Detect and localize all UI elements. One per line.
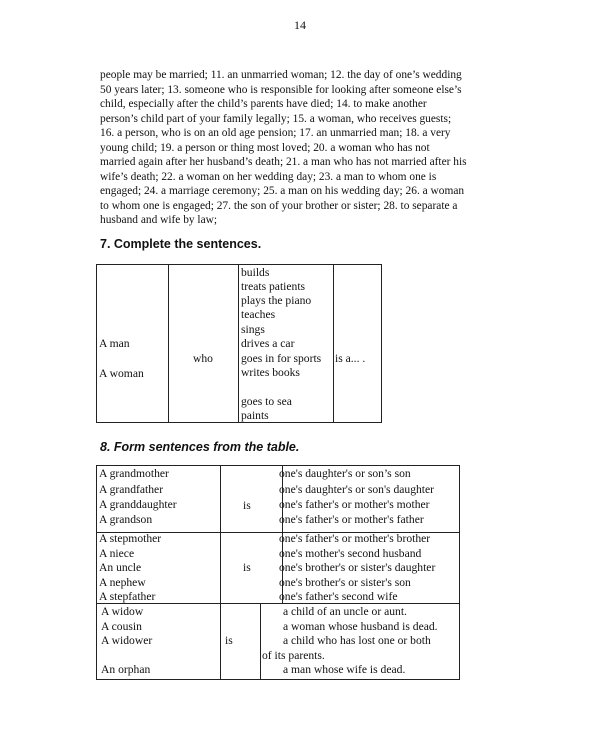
column-divider [220, 603, 221, 679]
column-divider [260, 603, 261, 679]
subject-cell: A niece [99, 547, 135, 560]
definition-cell: of its parents. [262, 649, 325, 662]
text-line: wife’s death; 22. a woman on her wedding day; 23. a man to whom one is [100, 170, 437, 183]
column-divider [168, 265, 169, 422]
definition-cell: one's daughter's or son’s son [279, 467, 411, 480]
exercise-7-table [96, 264, 382, 423]
exercise-6-definitions [100, 68, 500, 228]
definition-cell: one's brother's or sister's son [279, 576, 411, 589]
subject-cell: A stepfather [99, 590, 156, 603]
exercise-8-table [96, 465, 460, 680]
subject-cell: A nephew [99, 576, 146, 589]
definition-cell: one's father's second wife [279, 590, 398, 603]
verb-cell: goes in for sports [241, 352, 322, 365]
text-line: 50 years later; 13. someone who is responsible for looking after someone else’s [100, 83, 462, 96]
text-line: husband and wife by law; [100, 214, 218, 226]
definition-cell: a woman whose husband is dead. [283, 620, 438, 633]
definition-cell: a child of an uncle or aunt. [283, 605, 407, 618]
verb-cell: teaches [241, 308, 276, 321]
definition-cell: a man whose wife is dead. [283, 663, 406, 676]
subject-cell: A stepmother [99, 532, 162, 545]
verb-cell: is [225, 634, 233, 647]
connector-cell: who [193, 352, 213, 365]
subject-cell: A widow [101, 605, 144, 618]
column-divider [220, 466, 221, 603]
definition-cell: one's mother's second husband [279, 547, 422, 560]
definition-cell: one's father's or mother's father [279, 513, 424, 526]
verb-cell: builds [241, 266, 270, 279]
subject-cell: A cousin [101, 620, 142, 633]
page-number: 14 [294, 18, 306, 32]
text-line: engaged; 24. a marriage ceremony; 25. a man on his wedding day; 26. a woman [100, 185, 465, 197]
text-line: people may be married; 11. an unmarried woman; 12. the day of one’s wedding [100, 69, 462, 81]
subject-cell: A widower [101, 634, 153, 647]
definition-cell: a child who has lost one or both [283, 634, 431, 647]
text-line: to whom one is engaged; 27. the son of your brother or sister; 28. to separate a [100, 199, 458, 212]
ending-cell: is a... . [335, 352, 366, 365]
verb-cell: treats patients [241, 280, 306, 293]
text-line: 16. a person, who is on an old age pension; 17. an unmarried man; 18. a very [100, 127, 451, 139]
subject-cell: A grandmother [99, 467, 169, 480]
definition-cell: one's father's or mother's mother [279, 498, 430, 511]
verb-cell: is [243, 561, 251, 574]
definition-cell: one's brother's or sister's daughter [279, 561, 436, 574]
exercise-7-heading: 7. Complete the sentences. [100, 237, 262, 251]
verb-cell: is [243, 499, 251, 512]
exercise-8-heading: 8. Form sentences from the table. [100, 440, 300, 454]
definition-cell: one's daughter's or son's daughter [279, 483, 435, 496]
subject-cell: An orphan [101, 663, 151, 676]
text-line: married again after her husband’s death; 21. a man who has not married after his [100, 156, 467, 168]
verb-cell: drives a car [241, 337, 295, 350]
column-divider [333, 265, 334, 422]
column-divider [238, 265, 239, 422]
subject-cell: An uncle [99, 561, 142, 574]
text-line: person’s child part of your family legally; 15. a woman, who receives guests; [100, 112, 452, 125]
subject-cell: A woman [99, 367, 144, 380]
verb-cell: paints [241, 409, 269, 422]
verb-cell: goes to sea [241, 395, 292, 408]
text-line: young child; 19. a person or thing most loved; 20. a woman who has not [100, 141, 430, 154]
subject-cell: A man [99, 337, 130, 350]
subject-cell: A granddaughter [99, 498, 177, 511]
verb-cell: sings [241, 323, 265, 336]
definition-cell: one's father's or mother's brother [279, 532, 431, 545]
subject-cell: A grandfather [99, 483, 164, 496]
verb-cell: plays the piano [241, 294, 312, 307]
subject-cell: A grandson [99, 513, 153, 526]
verb-cell: writes books [241, 366, 300, 379]
text-line: child, especially after the child’s parents have died; 14. to make another [100, 98, 427, 110]
